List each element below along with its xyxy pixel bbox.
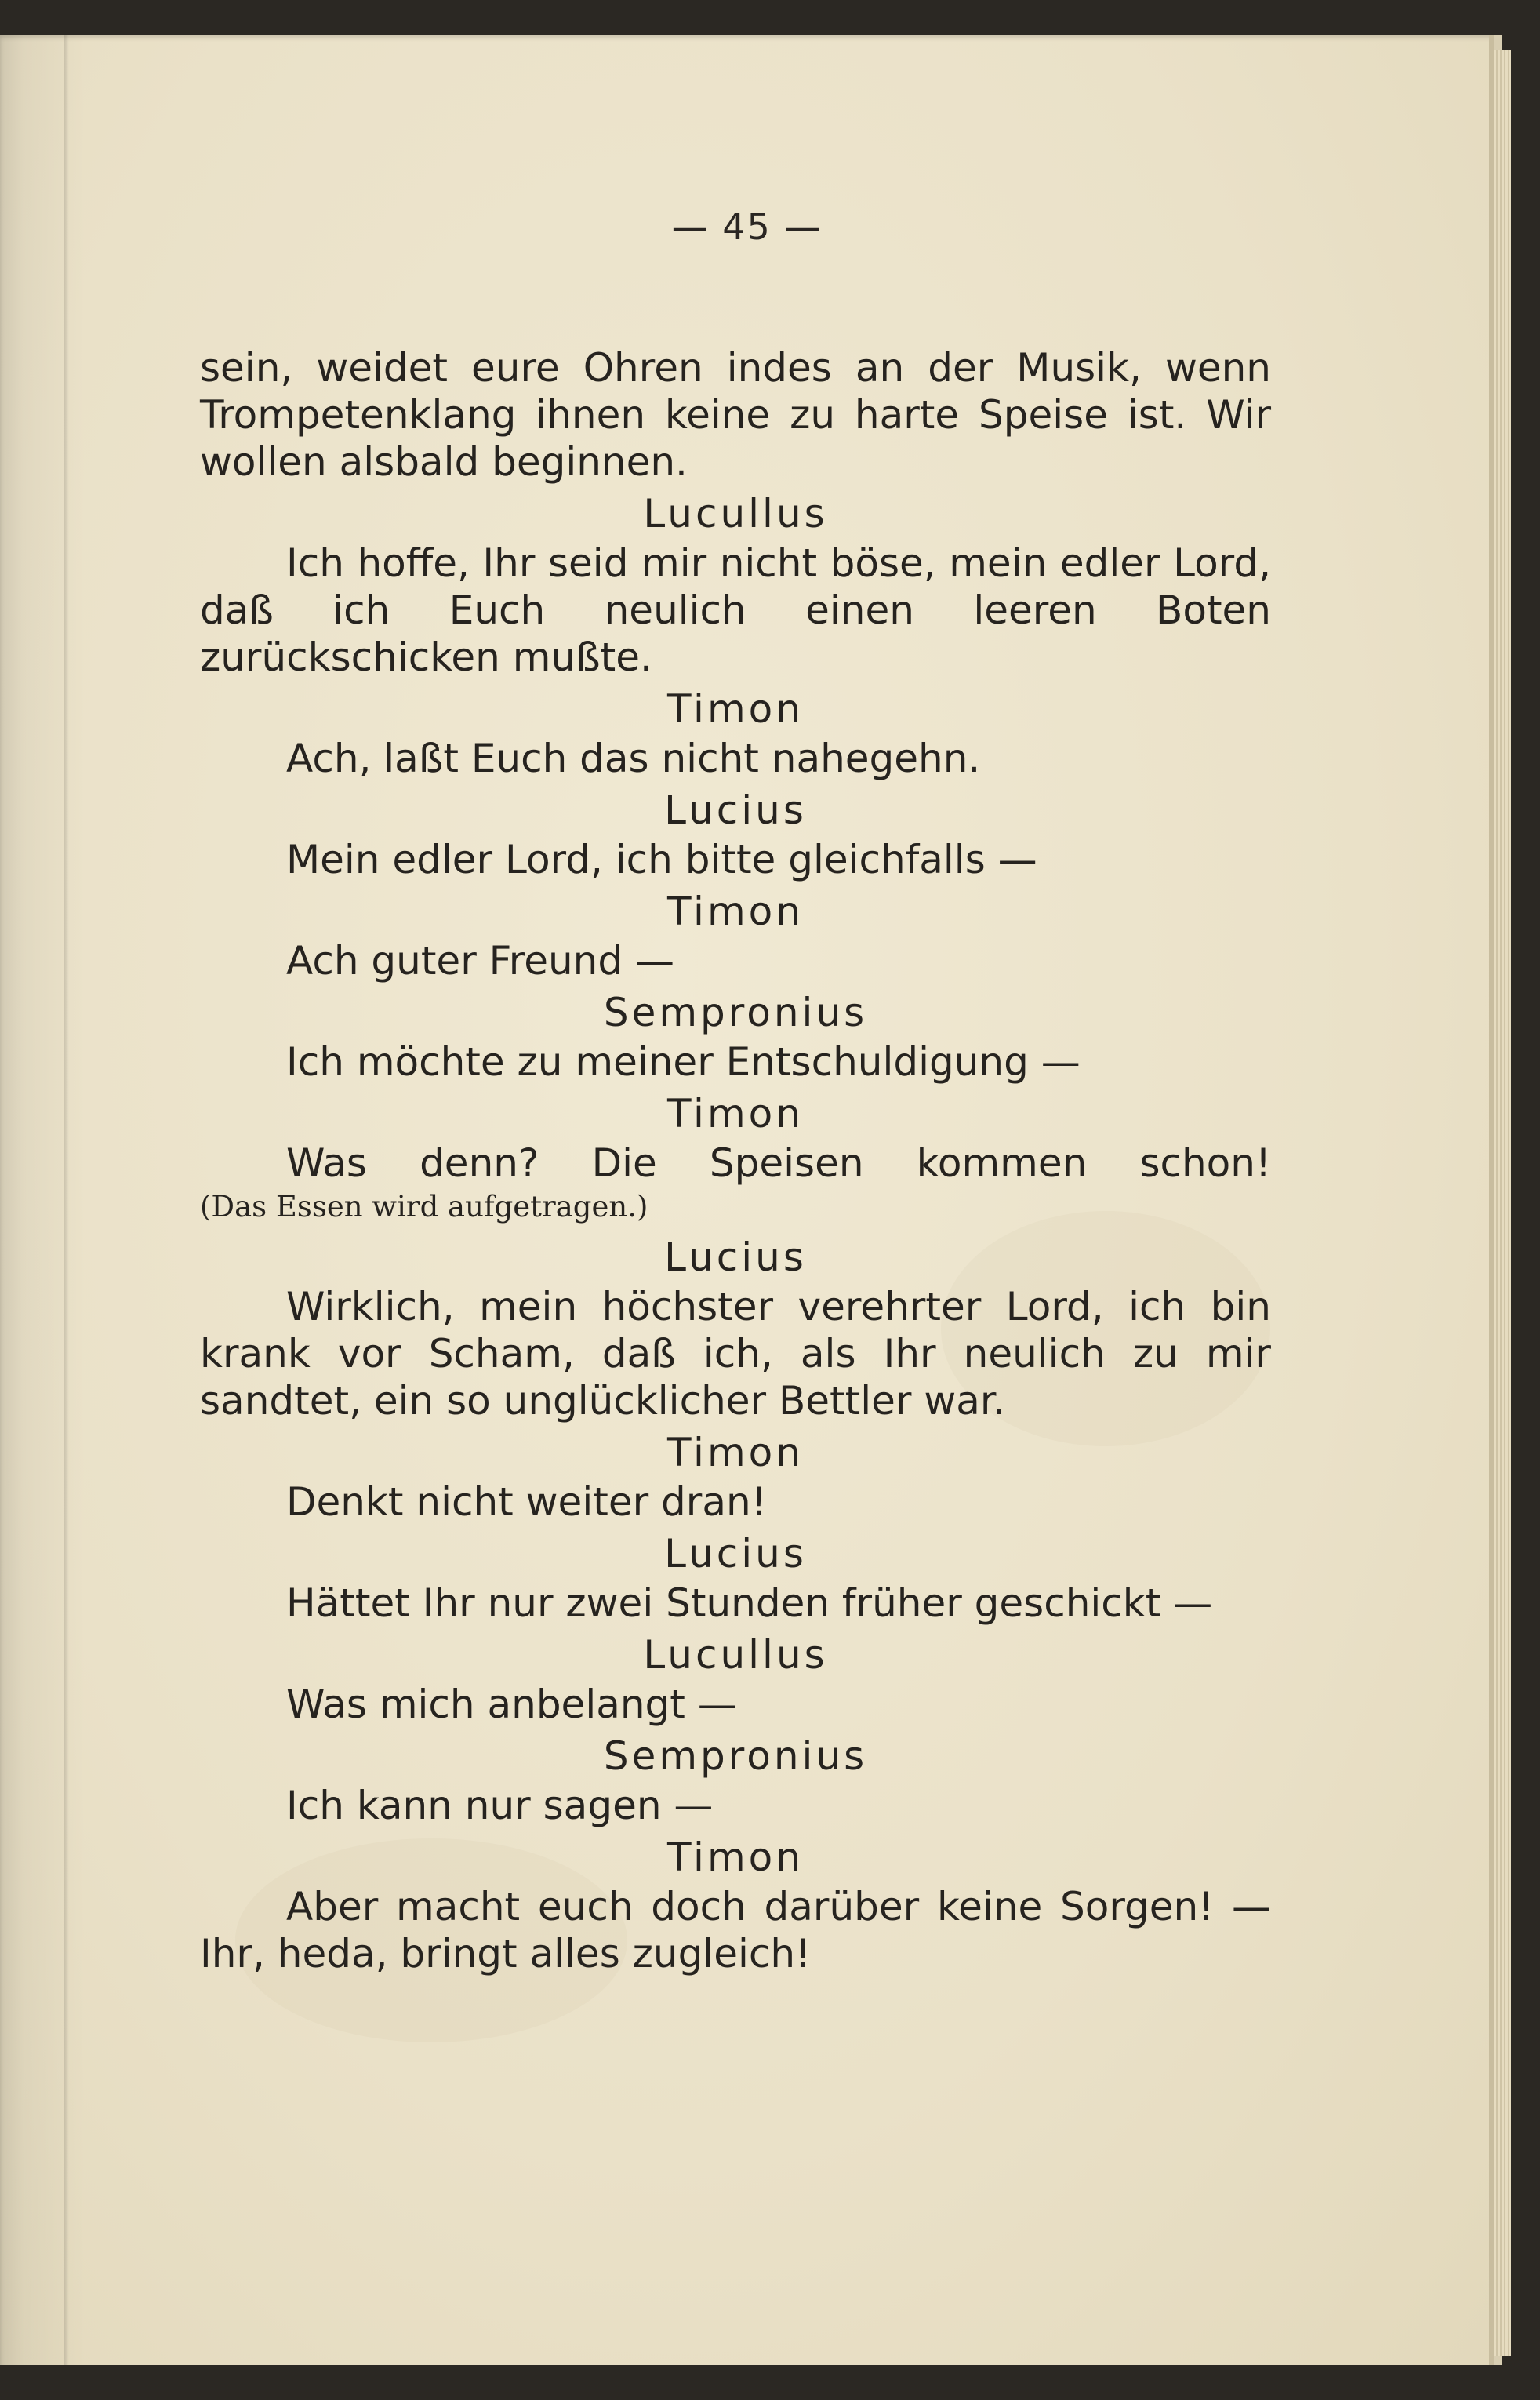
speech-line: Ich möchte zu meiner Entschuldigung — (286, 1039, 1081, 1085)
speech-line: Ach, laßt Euch das nicht nahegehn. (286, 736, 981, 781)
speech-line: Wirklich, mein höchster verehrter Lord, ich bin krank vor Scham, daß ich, als Ihr neulich zu mir sandtet, ein so unglücklicher Bettler war. (200, 1284, 1271, 1424)
speech-line: Aber macht euch doch darüber keine Sorgen! — Ihr, heda, bringt alles zugleich! (200, 1884, 1271, 1976)
page-number: — 45 — (671, 205, 823, 248)
speaker-name: Lucius (664, 1531, 807, 1576)
speech-line: Ich hoffe, Ihr seid mir nicht böse, mein edler Lord, daß ich Euch neulich einen leeren Boten zurückschicken mußte. (200, 540, 1271, 680)
prose-paragraph: sein, weidet eure Ohren indes an der Musik, wenn Trompetenklang ihnen keine zu harte Speise ist. Wir wollen alsbald beginnen. (200, 345, 1271, 485)
speech-line: Was denn? Die Speisen kommen schon! (286, 1140, 1271, 1186)
speaker-name: Sempronius (603, 990, 868, 1035)
speaker-name: Timon (667, 686, 804, 732)
speaker-name: Timon (667, 889, 804, 934)
speech-line: Hättet Ihr nur zwei Stunden früher geschickt — (286, 1580, 1213, 1626)
speech-line: Ach guter Freund — (286, 938, 674, 984)
speaker-name: Timon (667, 1091, 804, 1136)
page-gutter-shadow (64, 35, 69, 2365)
page-edge-stack (1494, 50, 1511, 2356)
speaker-name: Lucullus (643, 1632, 828, 1678)
speaker-name: Lucius (664, 1235, 807, 1280)
speech-line: Was mich anbelangt — (286, 1682, 737, 1727)
book-page (0, 35, 1502, 2365)
speaker-name: Timon (667, 1835, 804, 1880)
speaker-name: Lucullus (643, 491, 828, 536)
stage-direction: (Das Essen wird aufgetragen.) (200, 1190, 648, 1224)
play-text (200, 344, 1271, 1977)
speaker-name: Timon (667, 1430, 804, 1475)
speech-line: Ich kann nur sagen — (286, 1783, 714, 1828)
speaker-name: Lucius (664, 787, 807, 833)
speech-line: Denkt nicht weiter dran! (286, 1479, 767, 1525)
speech-line: Mein edler Lord, ich bitte gleichfalls — (286, 837, 1037, 882)
speaker-name: Sempronius (603, 1733, 868, 1779)
